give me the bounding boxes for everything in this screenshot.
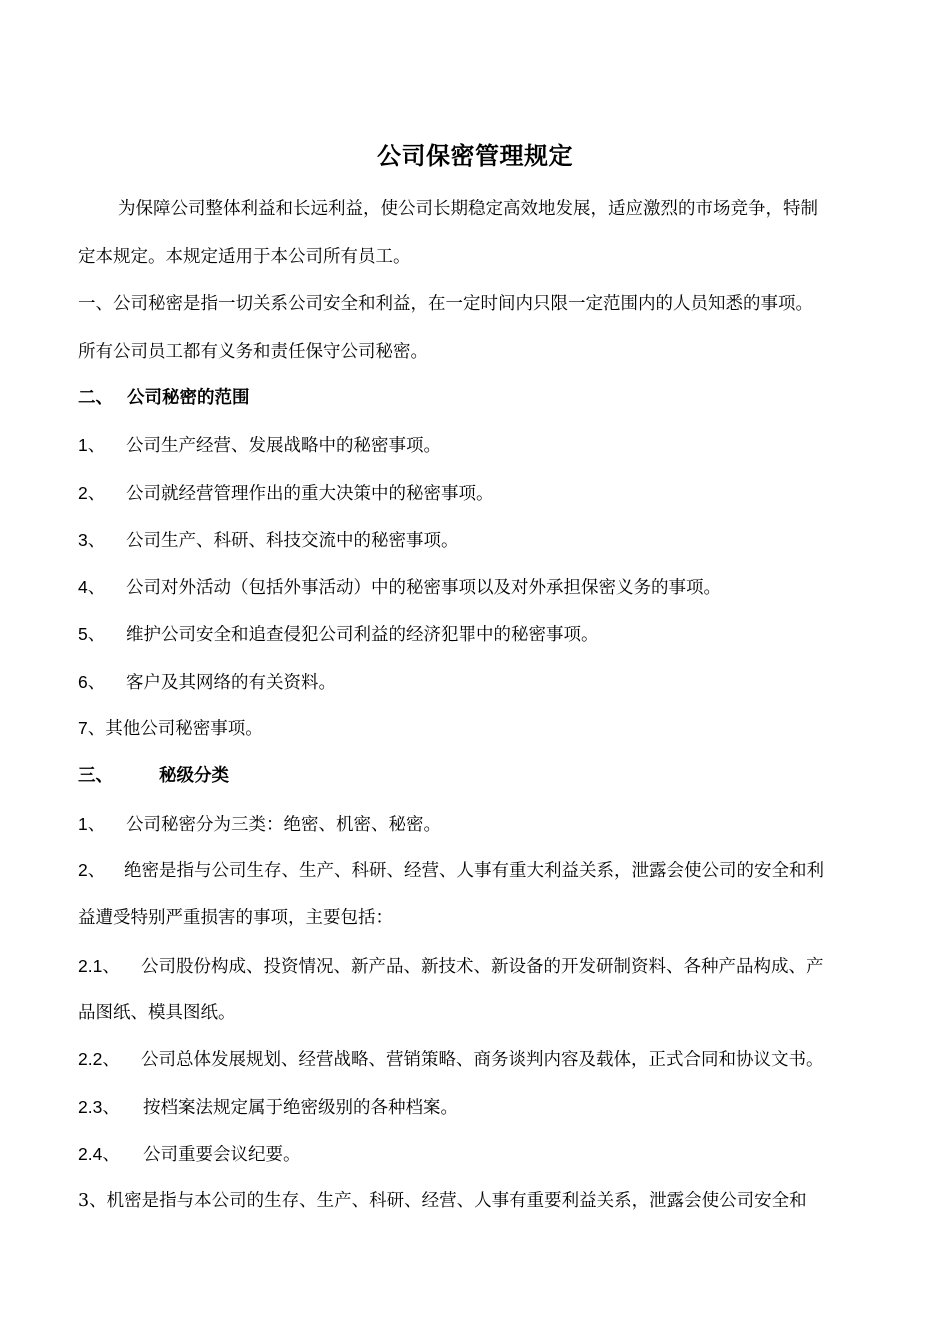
section-3-heading-text: 秘级分类 (159, 766, 229, 786)
list-item (78, 716, 878, 741)
list-item (78, 812, 878, 837)
section-2-heading-text: 公司秘密的范围 (127, 388, 250, 408)
list-item-text: 公司生产经营、发展战略中的秘密事项。 (126, 436, 441, 456)
list-item-continuation: 益遭受特别严重损害的事项，主要包括： (78, 908, 393, 928)
sub-item-number: 2.2、 (78, 1049, 120, 1069)
list-item (78, 481, 878, 506)
list-item: 3、机密是指与本公司的生存、生产、科研、经营、人事有重要利益关系，泄露会使公司安全和 (78, 1191, 807, 1211)
list-item-number: 4、 (78, 577, 106, 597)
sub-item-continuation: 品图纸、模具图纸。 (78, 1003, 236, 1023)
sub-item-text: 公司股份构成、投资情况、新产品、新技术、新设备的开发研制资料、各种产品构成、产 (141, 957, 824, 977)
section-1-line-1: 一、公司秘密是指一切关系公司安全和利益，在一定时间内只限一定范围内的人员知悉的事项。 (78, 294, 813, 314)
sub-item (78, 954, 878, 979)
sub-item-text: 公司总体发展规划、经营战略、营销策略、商务谈判内容及载体，正式合同和协议文书。 (141, 1050, 824, 1070)
list-item (78, 433, 878, 458)
sub-item-number: 2.1、 (78, 956, 120, 976)
list-item (78, 575, 878, 600)
section-3-heading-number: 三、 (78, 766, 113, 786)
list-item-text: 公司生产、科研、科技交流中的秘密事项。 (126, 531, 459, 551)
section-3-heading (78, 764, 878, 788)
sub-item-number: 2.3、 (78, 1097, 120, 1117)
section-1-line-2: 所有公司员工都有义务和责任保守公司秘密。 (78, 342, 428, 362)
list-item-text: 维护公司安全和追查侵犯公司利益的经济犯罪中的秘密事项。 (126, 625, 599, 645)
list-item (78, 670, 878, 695)
list-item (78, 858, 878, 883)
intro-line-2: 定本规定。本规定适用于本公司所有员工。 (78, 247, 411, 267)
list-item-text: 公司就经营管理作出的重大决策中的秘密事项。 (126, 484, 494, 504)
list-item-number: 5、 (78, 624, 106, 644)
list-item-number: 6、 (78, 672, 106, 692)
list-item-number: 3、 (78, 530, 106, 550)
list-item-number: 2、 (78, 483, 106, 503)
list-item-text: 绝密是指与公司生存、生产、科研、经营、人事有重大利益关系，泄露会使公司的安全和利 (124, 861, 824, 881)
list-item (78, 622, 878, 647)
document-title: 公司保密管理规定 (377, 142, 573, 170)
sub-item-text: 按档案法规定属于绝密级别的各种档案。 (143, 1098, 458, 1118)
sub-item (78, 1047, 878, 1072)
list-item-text: 公司对外活动（包括外事活动）中的秘密事项以及对外承担保密义务的事项。 (126, 578, 721, 598)
sub-item-text: 公司重要会议纪要。 (143, 1145, 301, 1165)
sub-item-number: 2.4、 (78, 1144, 120, 1164)
list-item (78, 528, 878, 553)
intro-line-1: 为保障公司整体利益和长远利益，使公司长期稳定高效地发展，适应激烈的市场竞争，特制 (118, 199, 818, 219)
list-item-number: 7、 (78, 718, 106, 738)
section-2-heading (78, 386, 878, 410)
list-item-number: 2、 (78, 860, 106, 880)
list-item-text: 其他公司秘密事项。 (105, 719, 263, 739)
list-item-number: 1、 (78, 814, 106, 834)
list-item-text: 公司秘密分为三类：绝密、机密、秘密。 (126, 815, 441, 835)
section-2-heading-number: 二、 (78, 388, 113, 408)
sub-item (78, 1095, 878, 1120)
list-item-text: 客户及其网络的有关资料。 (126, 673, 336, 693)
list-item-number: 1、 (78, 435, 106, 455)
sub-item (78, 1142, 878, 1167)
